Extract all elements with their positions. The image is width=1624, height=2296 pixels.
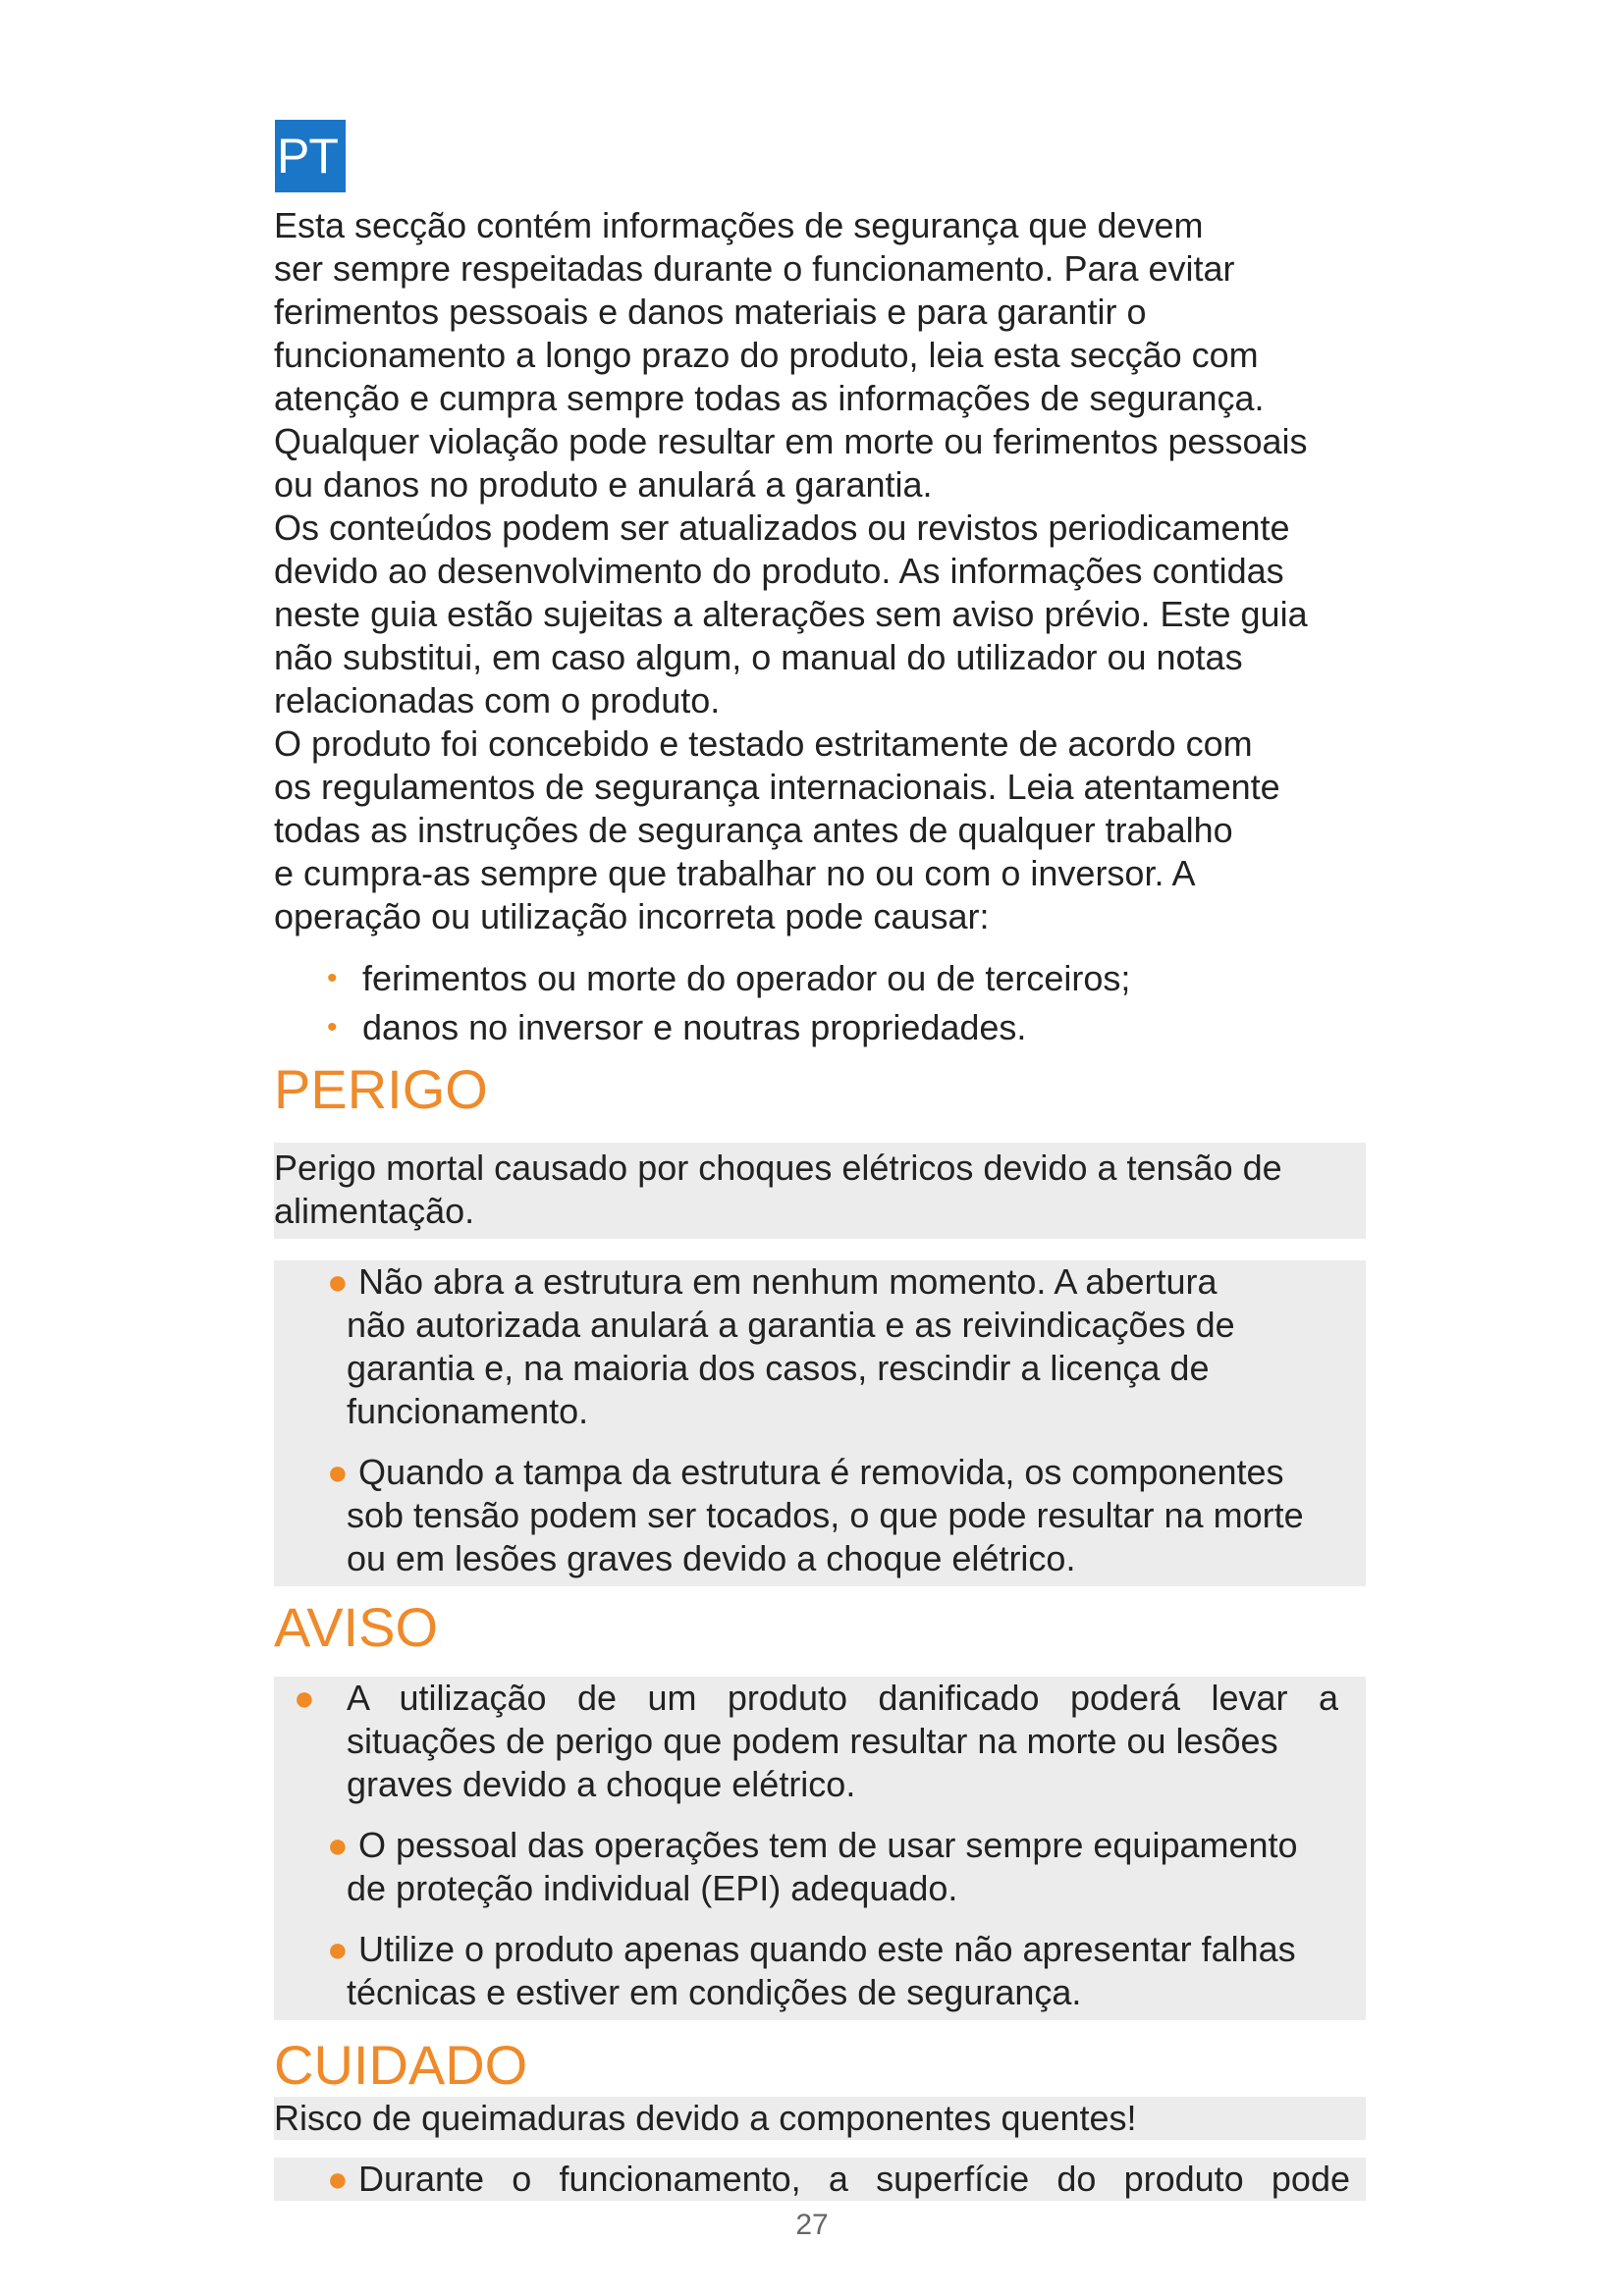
intro-bullet-item	[327, 1003, 1383, 1052]
bullet-line: Quando a tampa da estrutura é removida, os componentes	[358, 1452, 1284, 1492]
intro-bullet-text: ferimentos ou morte do operador ou de terceiros;	[362, 958, 1131, 998]
aviso-bullet-box	[274, 1677, 1366, 2020]
bullet-icon: ●	[294, 1678, 315, 1718]
bullet-line: graves devido a choque elétrico.	[347, 1764, 856, 1804]
bullet-item	[274, 1260, 1366, 1433]
intro-bullet-list	[274, 954, 1383, 1052]
intro-bullet-item	[327, 954, 1383, 1003]
bullet-line: Durante o funcionamento, a superfície do produto pode	[358, 2159, 1350, 2199]
intro-line: neste guia estão sujeitas a alterações sem aviso prévio. Este guia	[274, 594, 1308, 634]
perigo-bullet-box	[274, 1260, 1366, 1586]
cuidado-bullet-box	[274, 2158, 1366, 2201]
perigo-lead-line: Perigo mortal causado por choques elétricos devido a tensão de	[274, 1148, 1282, 1188]
aviso-heading: AVISO	[274, 1596, 439, 1658]
intro-line: relacionadas com o produto.	[274, 680, 721, 721]
intro-line: Qualquer violação pode resultar em morte ou ferimentos pessoais	[274, 421, 1308, 461]
cuidado-heading: CUIDADO	[274, 2034, 528, 2096]
bullet-line: técnicas e estiver em condições de segurança.	[347, 1972, 1082, 2012]
perigo-lead-box	[274, 1143, 1366, 1239]
intro-line: Os conteúdos podem ser atualizados ou revistos periodicamente	[274, 507, 1290, 548]
intro-bullet-text: danos no inversor e noutras propriedades.	[362, 1007, 1027, 1047]
bullet-icon: •	[327, 1011, 338, 1043]
bullet-item	[274, 1677, 1366, 1806]
bullet-line: garantia e, na maioria dos casos, rescindir a licença de	[347, 1348, 1210, 1388]
bullet-line: A utilização de um produto danificado poderá levar a	[347, 1678, 1338, 1718]
bullet-line: situações de perigo que podem resultar na morte ou lesões	[347, 1721, 1278, 1761]
intro-line: ferimentos pessoais e danos materiais e para garantir o	[274, 292, 1147, 332]
intro-line: todas as instruções de segurança antes de qualquer trabalho	[274, 810, 1233, 850]
bullet-icon: ●	[327, 1825, 349, 1865]
language-badge: PT	[275, 120, 346, 192]
intro-line: Esta secção contém informações de segurança que devem	[274, 205, 1204, 245]
bullet-line: sob tensão podem ser tocados, o que pode resultar na morte	[347, 1495, 1304, 1535]
intro-line: devido ao desenvolvimento do produto. As informações contidas	[274, 551, 1284, 591]
bullet-icon: ●	[327, 1929, 349, 1969]
bullet-icon: ●	[327, 1261, 349, 1302]
bullet-line: Utilize o produto apenas quando este não apresentar falhas	[358, 1929, 1296, 1969]
intro-line: ou danos no produto e anulará a garantia.	[274, 464, 933, 505]
bullet-icon: ●	[327, 1452, 349, 1492]
bullet-line: ou em lesões graves devido a choque elétrico.	[347, 1538, 1076, 1578]
bullet-line: funcionamento.	[347, 1391, 589, 1431]
page-number: 27	[795, 2209, 829, 2241]
bullet-line: Não abra a estrutura em nenhum momento. A abertura	[358, 1261, 1218, 1302]
bullet-line: O pessoal das operações tem de usar sempre equipamento	[358, 1825, 1298, 1865]
bullet-item	[274, 1824, 1366, 1910]
intro-line: funcionamento a longo prazo do produto, leia esta secção com	[274, 335, 1259, 375]
content	[274, 204, 1383, 2201]
intro-line: os regulamentos de segurança internacionais. Leia atentamente	[274, 767, 1280, 807]
intro-line: O produto foi concebido e testado estritamente de acordo com	[274, 723, 1253, 764]
bullet-item	[274, 2158, 1366, 2201]
intro-line: operação ou utilização incorreta pode causar:	[274, 896, 990, 936]
perigo-heading: PERIGO	[274, 1058, 488, 1120]
bullet-icon: •	[327, 962, 338, 994]
cuidado-lead-box: Risco de queimaduras devido a componentes quentes!	[274, 2097, 1366, 2140]
bullet-line: não autorizada anulará a garantia e as reivindicações de	[347, 1305, 1235, 1345]
bullet-icon: ●	[327, 2159, 349, 2199]
bullet-line: de proteção individual (EPI) adequado.	[347, 1868, 958, 1908]
perigo-lead-line: alimentação.	[274, 1191, 475, 1231]
bullet-item	[274, 1928, 1366, 2014]
intro-line: não substitui, em caso algum, o manual do utilizador ou notas	[274, 637, 1243, 677]
intro-line: ser sempre respeitadas durante o funcionamento. Para evitar	[274, 248, 1235, 289]
intro-line: atenção e cumpra sempre todas as informações de segurança.	[274, 378, 1265, 418]
intro-line: e cumpra-as sempre que trabalhar no ou com o inversor. A	[274, 853, 1196, 893]
bullet-item	[274, 1451, 1366, 1580]
intro-text	[274, 204, 1383, 938]
